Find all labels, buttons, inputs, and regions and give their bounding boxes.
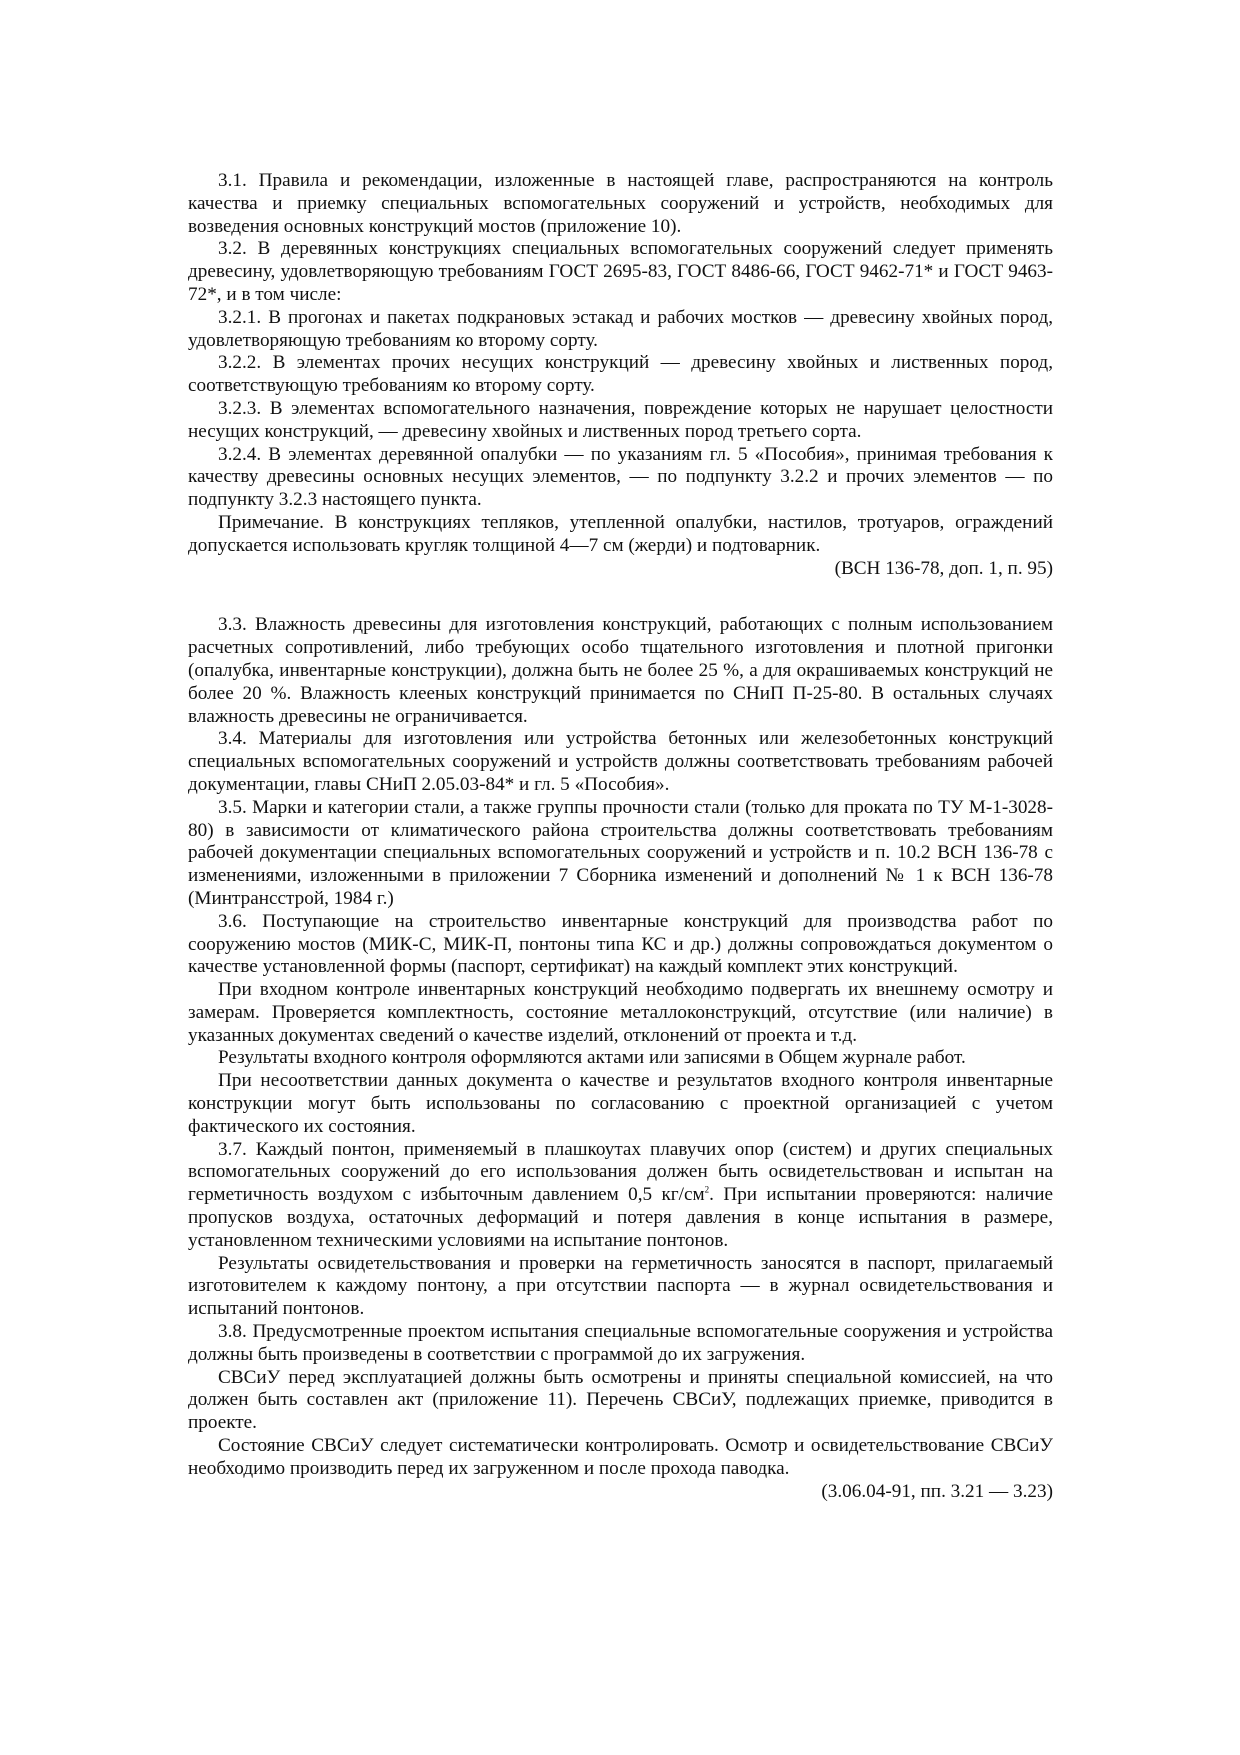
paragraph-input-control: При входном контроле инвентарных конструкций необходимо подвергать их внешнему осмотру и замерам. Проверяется комплектность, состояние металлоконструкций, отсутствие (или наличие) в указанных документах сведений о качестве изделий, отклонений от проекта и т.д. bbox=[188, 979, 1053, 1046]
paragraph-3-6: 3.6. Поступающие на строительство инвентарные конструкций для производства работ по сооружению мостов (МИК-С, МИК-П, понтоны типа КС и др.) должны сопровождаться документом о качестве установленной формы (паспорт, сертификат) на каждый комплект этих конструкций. bbox=[188, 910, 1053, 978]
paragraph-svsiu-acceptance: СВСиУ перед эксплуатацией должны быть осмотрены и приняты специальной комиссией, на что должен быть составлен акт (приложение 11). Перечень СВСиУ, подлежащих приемке, приводится в проекте. bbox=[188, 1366, 1053, 1434]
paragraph-3-8: 3.8. Предусмотренные проектом испытания специальные вспомогательные сооружения и устройства должны быть произведены в соответствии с программой до их загружения. bbox=[188, 1321, 1053, 1365]
superscript-2: 2 bbox=[704, 1184, 710, 1195]
paragraph-svsiu-monitoring: Состояние СВСиУ следует систематически контролировать. Осмотр и освидетельствование СВСиУ необходимо производить перед их загруженном и после прохода паводка. bbox=[188, 1435, 1053, 1479]
paragraph-3-7 bbox=[188, 1139, 1053, 1253]
paragraph-3-4: 3.4. Материалы для изготовления или устройства бетонных или железобетонных конструкций специальных вспомогательных сооружений и устройств должны соответствовать требованиям рабочей документации, главы СНиП 2.05.03-84* и гл. 5 «Пособия». bbox=[188, 728, 1053, 795]
reference-vsn: (ВСН 136-78, доп. 1, п. 95) bbox=[834, 557, 1053, 579]
paragraph-control-results: Результаты входного контроля оформляются актами или записями в Общем журнале работ. bbox=[218, 1047, 966, 1069]
paragraph-3-2-4: 3.2.4. В элементах деревянной опалубки — по указаниям гл. 5 «Пособия», принимая требования к качеству древесины основных несущих элементов, — по подпункту 3.2.2 и прочих элементов — по подпункту 3.2.3 настоящего пункта. bbox=[188, 443, 1053, 511]
section-spacer bbox=[188, 580, 1053, 614]
paragraph-inspection-results: Результаты освидетельствования и проверки на герметичность заносятся в паспорт, прилагаемый изготовителем к каждому понтону, а при отсутствии паспорта — в журнал освидетельствования и испытаний понтонов. bbox=[188, 1252, 1053, 1320]
reference-snip: (3.06.04-91, пп. 3.21 — 3.23) bbox=[821, 1480, 1053, 1502]
paragraph-3-7-text-start: 3.7. Каждый понтон, применяемый в плашкоутах плавучих опор (систем) и других специальных вспомогательных сооружений до его использования должен быть освидетельствован и испытан на герметичность воздухом с избыточным давлением 0,5 кг/см bbox=[188, 1138, 1053, 1206]
paragraph-3-2-3: 3.2.3. В элементах вспомогательного назначения, повреждение которых не нарушает целостности несущих конструкций, — древесину хвойных и лиственных пород третьего сорта. bbox=[188, 397, 1053, 442]
paragraph-3-7-text-end: . При испытании проверяются: наличие пропусков воздуха, остаточных деформаций и потеря давления в конце испытания в размере, установленном техническими условиями на испытание понтонов. bbox=[188, 1184, 1053, 1251]
document-page bbox=[188, 170, 1053, 1503]
paragraph-3-2: 3.2. В деревянных конструкциях специальных вспомогательных сооружений следует применять древесину, удовлетворяющую требованиям ГОСТ 2695-83, ГОСТ 8486-66, ГОСТ 9462-71* и ГОСТ 9463-72*, и в том числе: bbox=[188, 238, 1053, 305]
paragraph-3-3: 3.3. Влажность древесины для изготовления конструкций, работающих с полным использованием расчетных сопротивлений, либо требующих особо тщательного изготовления и плотной пригонки (опалубка, инвентарные конструкции), должна быть не более 25 %, а для окрашиваемых конструкций не более 20 %. Влажность клееных конструкций принимается по СНиП П-25-80. В остальных случаях влажность древесины не ограничивается. bbox=[188, 614, 1053, 727]
paragraph-3-1: 3.1. Правила и рекомендации, изложенные в настоящей главе, распространяются на контроль качества и приемку специальных вспомогательных сооружений и устройств, необходимых для возведения основных конструкций мостов (приложение 10). bbox=[188, 170, 1053, 237]
paragraph-nonconformance: При несоответствии данных документа о качестве и результатов входного контроля инвентарные конструкции могут быть использованы по согласованию с проектной организацией с учетом фактического их состояния. bbox=[188, 1070, 1053, 1137]
note-paragraph: Примечание. В конструкциях тепляков, утепленной опалубки, настилов, тротуаров, ограждений допускается использовать кругляк толщиной 4—7 см (жерди) и подтоварник. bbox=[188, 511, 1053, 556]
paragraph-3-2-1: 3.2.1. В прогонах и пакетах подкрановых эстакад и рабочих мостков — древесину хвойных пород, удовлетворяющую требованиям ко второму сорту. bbox=[188, 306, 1053, 351]
paragraph-3-5: 3.5. Марки и категории стали, а также группы прочности стали (только для проката по ТУ М-1-3028-80) в зависимости от климатического района строительства должны соответствовать требованиям рабочей документации специальных вспомогательных сооружений и устройств и п. 10.2 ВСН 136-78 с изменениями, изложенными в приложении 7 Сборника изменений и дополнений № 1 к ВСН 136-78 (Минтрансстрой, 1984 г.) bbox=[188, 796, 1053, 909]
paragraph-3-2-2: 3.2.2. В элементах прочих несущих конструкций — древесину хвойных и лиственных пород, соответствующую требованиям ко второму сорту. bbox=[188, 352, 1053, 397]
